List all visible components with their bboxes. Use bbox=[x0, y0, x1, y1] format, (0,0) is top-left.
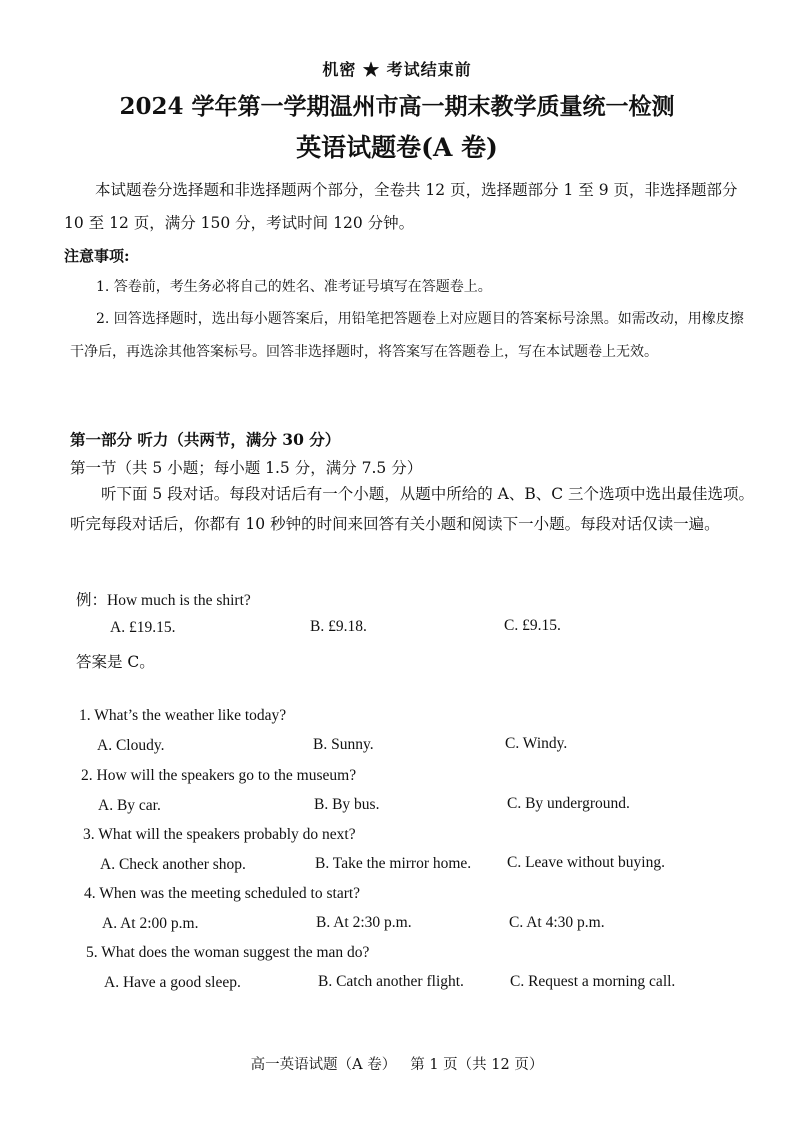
note-item: 1. 答卷前，考生务必将自己的姓名、准考证号填写在答题卷上。 bbox=[96, 279, 492, 295]
option-b: B. Take the mirror home. bbox=[315, 855, 472, 872]
example-answer: 答案是 C。 bbox=[76, 653, 155, 671]
example-option-a: A. £19.15. bbox=[110, 619, 176, 636]
confidential-notice: 机密 ★ 考试结束前 bbox=[322, 60, 472, 79]
option-a: A. Check another shop. bbox=[100, 856, 246, 873]
option-b: B. Sunny. bbox=[313, 736, 374, 753]
question-stem: 1. What’s the weather like today? bbox=[79, 707, 287, 724]
option-c: C. By underground. bbox=[507, 795, 630, 812]
footer-right: 第 1 页（共 12 页） bbox=[410, 1057, 544, 1073]
option-c: C. Leave without buying. bbox=[507, 854, 665, 871]
section1-heading: 第一节（共 5 小题；每小题 1.5 分，满分 7.5 分） bbox=[70, 459, 423, 477]
footer-left: 高一英语试题（A 卷） bbox=[250, 1057, 397, 1073]
option-c: C. Request a morning call. bbox=[510, 973, 676, 990]
option-b: B. Catch another flight. bbox=[318, 973, 464, 990]
example-option-b: B. £9.18. bbox=[310, 618, 367, 635]
option-b: B. At 2:30 p.m. bbox=[316, 914, 412, 931]
note-item: 2. 回答选择题时，选出每小题答案后，用铅笔把答题卷上对应题目的答案标号涂黑。如需改动，用橡皮擦干净后，再选涂其他答案标号。回答非选择题时，将答案写在答题卷上，写在本试题卷上无效。 bbox=[70, 311, 744, 360]
intro-paragraph: 本试题卷分选择题和非选择题两个部分，全卷共 12 页，选择题部分 1 至 9 页，非选择题部分 10 至 12 页，满分 150 分，考试时间 120 分钟。 bbox=[64, 181, 738, 232]
option-a: A. At 2:00 p.m. bbox=[102, 915, 199, 932]
question-stem: 4. When was the meeting scheduled to start? bbox=[84, 885, 361, 902]
option-a: A. Cloudy. bbox=[97, 737, 165, 754]
option-a: A. Have a good sleep. bbox=[104, 974, 241, 991]
question-stem: 3. What will the speakers probably do next? bbox=[83, 826, 356, 843]
question-stem: 5. What does the woman suggest the man do? bbox=[86, 944, 370, 961]
exam-subtitle: 英语试题卷(A 卷) bbox=[296, 133, 498, 162]
option-b: B. By bus. bbox=[314, 796, 380, 813]
part1-heading: 第一部分 听力（共两节，满分 30 分） bbox=[70, 430, 341, 449]
example-question: 例：How much is the shirt? bbox=[76, 592, 251, 609]
exam-title: 2024 学年第一学期温州市高一期末教学质量统一检测 bbox=[119, 93, 675, 120]
page-footer bbox=[0, 1053, 794, 1074]
example-option-c: C. £9.15. bbox=[504, 617, 561, 634]
notes-heading: 注意事项: bbox=[64, 247, 130, 265]
question-stem: 2. How will the speakers go to the museum? bbox=[81, 767, 357, 784]
option-a: A. By car. bbox=[98, 797, 161, 814]
directions: 听下面 5 段对话。每段对话后有一个小题，从题中所给的 A、B、C 三个选项中选出最佳选项。听完每段对话后，你都有 10 秒钟的时间来回答有关小题和阅读下一小题。每段对话仅读一遍。 bbox=[70, 485, 755, 533]
option-c: C. Windy. bbox=[505, 735, 568, 752]
option-c: C. At 4:30 p.m. bbox=[509, 914, 605, 931]
